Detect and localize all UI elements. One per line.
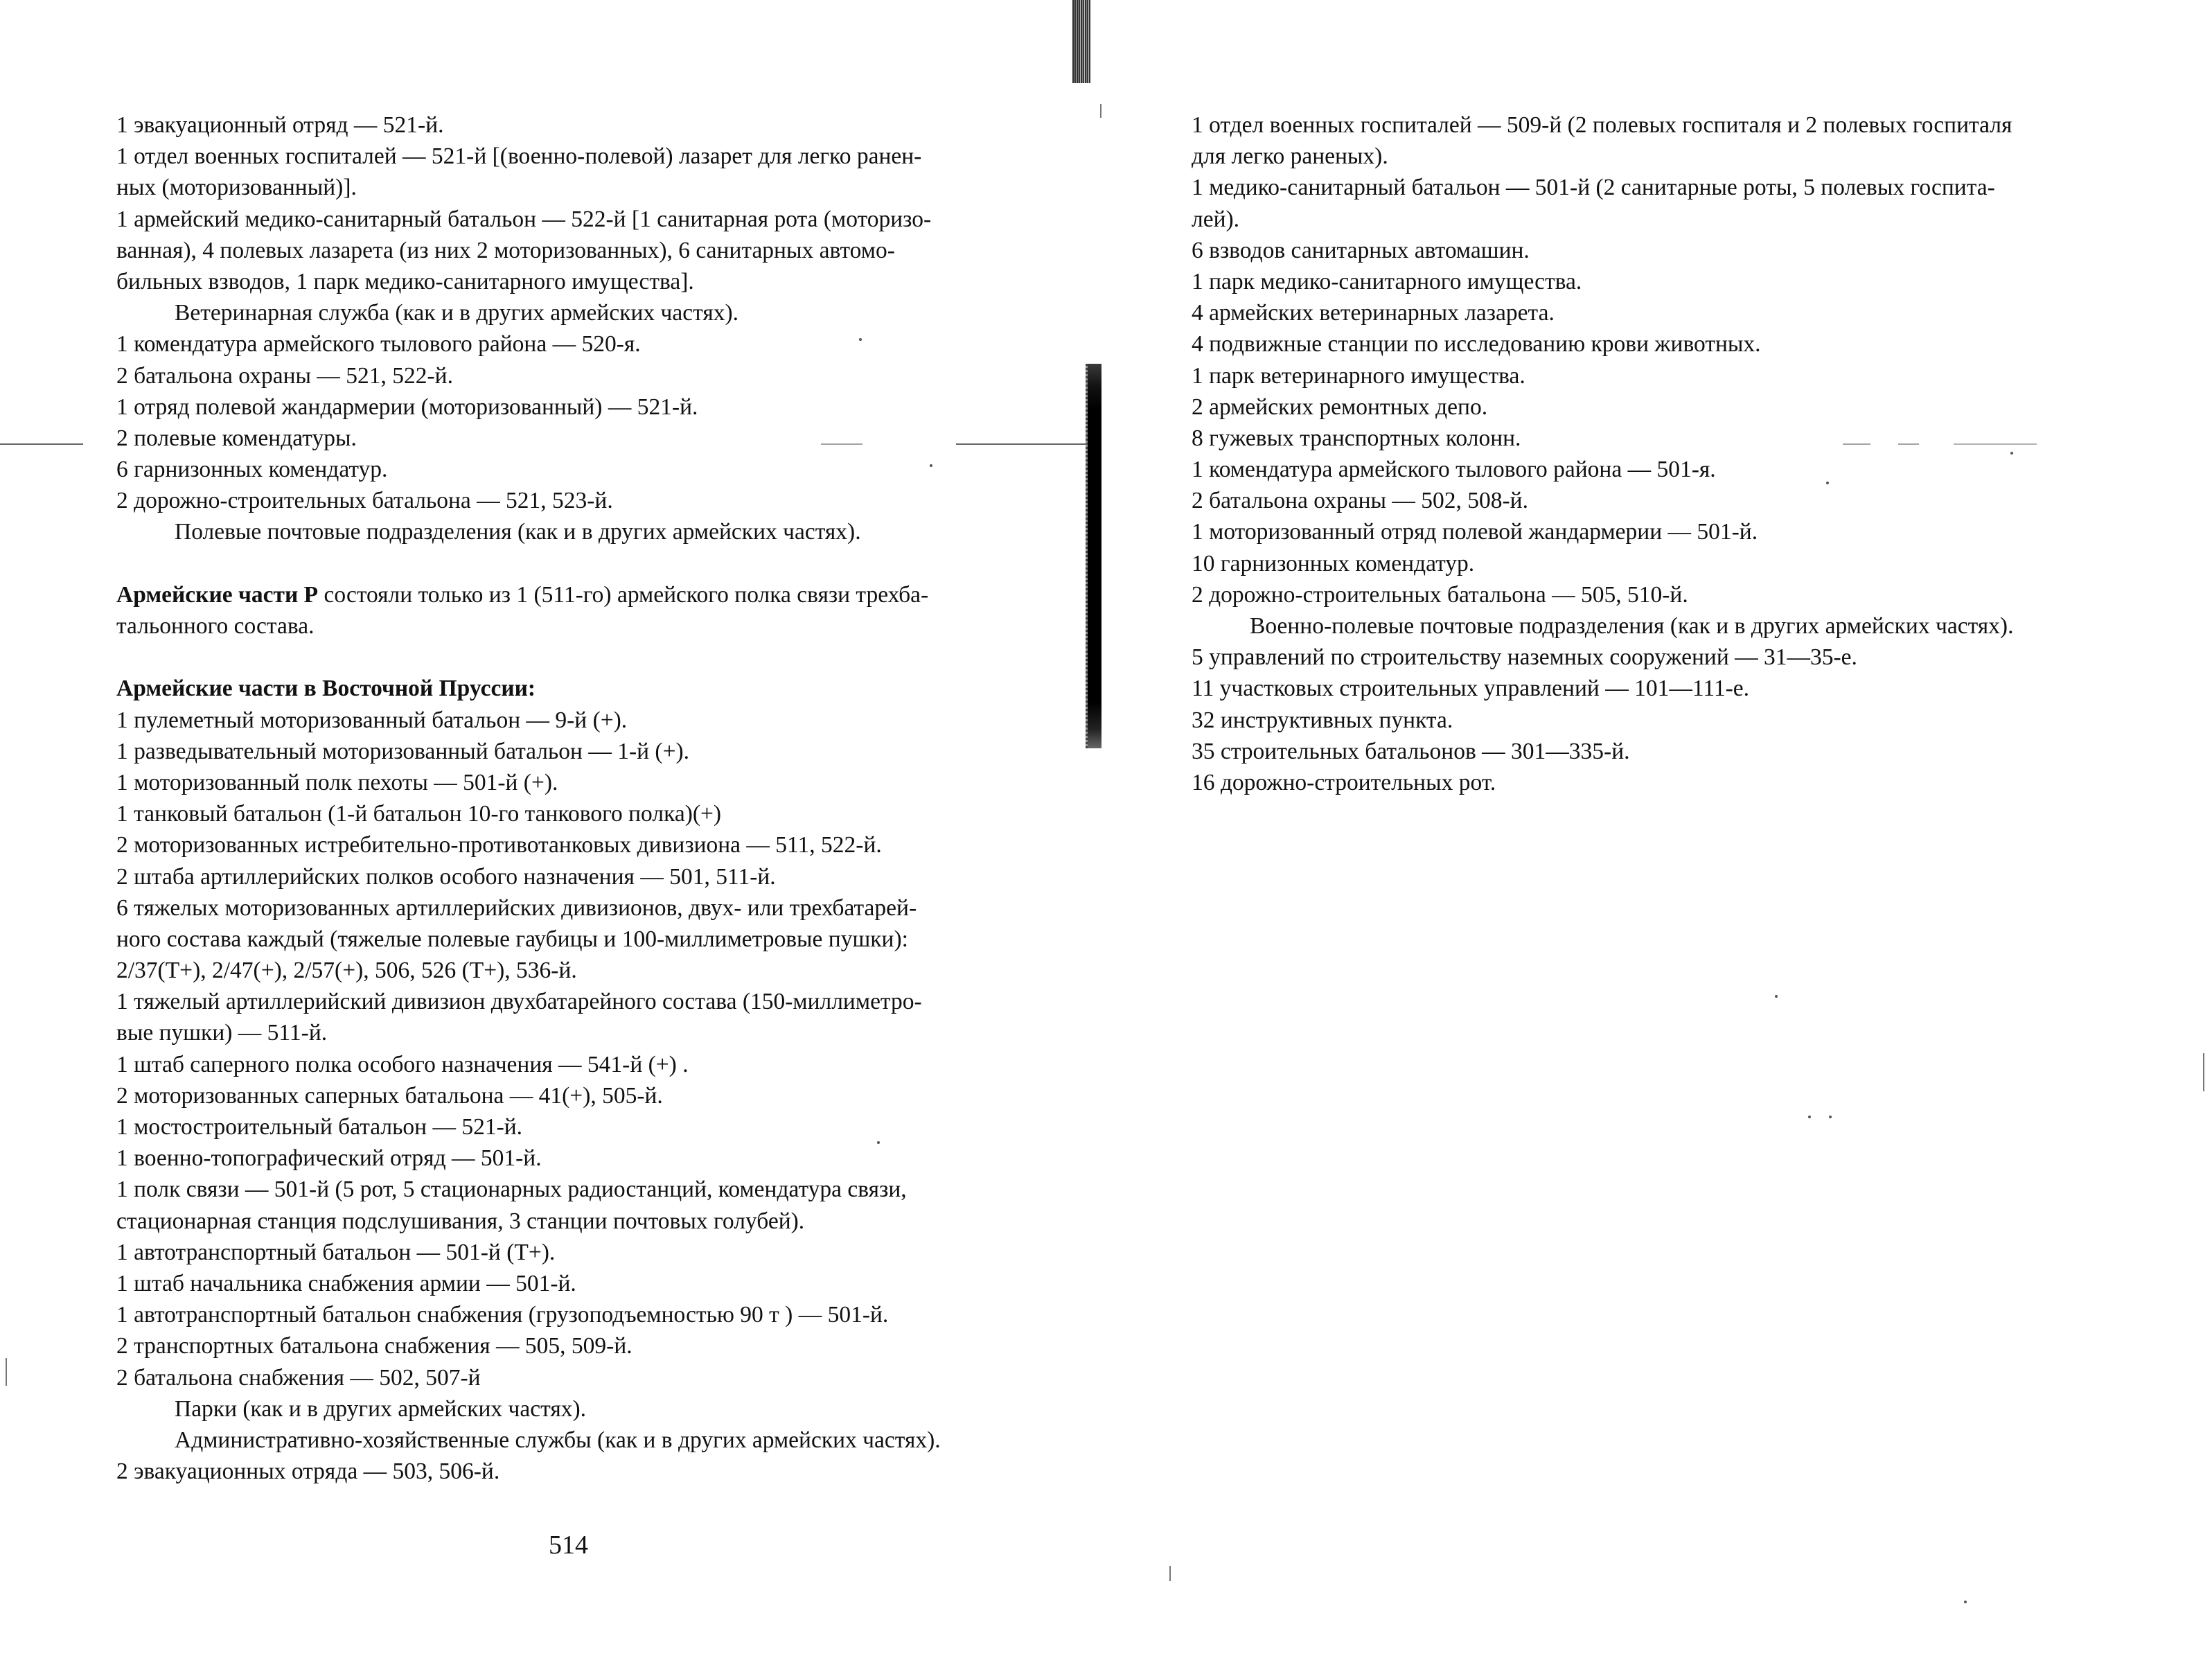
left-page-text <box>116 109 1031 1487</box>
text-line: 1 моторизованный отряд полевой жандармерии — 501-й. <box>1192 519 1758 545</box>
text-line: 2 дорожно-строительных батальона — 521, 523-й. <box>116 488 613 514</box>
text-line: стационарная станция подслушивания, 3 станции почтовых голубей). <box>116 1208 805 1234</box>
section-note: Военно-полевые почтовые подразделения (как и в других армейских частях). <box>1250 613 2014 639</box>
text-line: ных (моторизованный)]. <box>116 175 357 201</box>
text-line: 2 батальона охраны — 502, 508-й. <box>1192 488 1528 514</box>
text-line: вые пушки) — 511-й. <box>116 1020 328 1046</box>
text-line: 6 тяжелых моторизованных артиллерийских дивизионов, двух- или трехбатарей- <box>116 895 917 921</box>
text-line: 6 взводов санитарных автомашин. <box>1192 237 1530 263</box>
page-number: 514 <box>549 1531 588 1560</box>
text-line: 6 гарнизонных комендатур. <box>116 457 388 483</box>
text-line: 1 отдел военных госпиталей — 521-й [(военно-полевой) лазарет для легко ранен- <box>116 143 922 170</box>
text-line: 10 гарнизонных комендатур. <box>1192 550 1475 576</box>
text-line: 2 батальона охраны — 521, 522-й. <box>116 362 453 389</box>
text-line: 1 пулеметный моторизованный батальон — 9-й (+). <box>116 707 628 733</box>
text-line <box>116 579 1031 610</box>
scan-edge-mark <box>6 1358 7 1386</box>
text-line: 16 дорожно-строительных рот. <box>1192 769 1496 795</box>
text-run: состояли только из 1 (511-го) армейского полка связи трехба- <box>318 581 929 608</box>
scan-dash-line <box>956 443 1088 445</box>
scan-speck <box>1829 1116 1832 1118</box>
text-line: 1 медико-санитарный батальон — 501-й (2 санитарные роты, 5 полевых госпита- <box>1192 175 1995 201</box>
scan-dash-line <box>1843 443 1870 445</box>
section-heading: Армейские части в Восточной Пруссии: <box>116 676 536 702</box>
text-line: тальонного состава. <box>116 613 315 639</box>
scan-dash-line <box>1898 443 1919 445</box>
text-line: 1 армейский медико-санитарный батальон — 522-й [1 санитарная рота (моторизо- <box>116 206 932 232</box>
text-line: 2 полевые комендатуры. <box>116 425 357 451</box>
text-line: 1 отряд полевой жандармерии (моторизованный) — 521-й. <box>116 394 698 420</box>
scan-speck <box>2010 452 2013 455</box>
text-line: 1 полк связи — 501-й (5 рот, 5 стационарных радиостанций, комендатура связи, <box>116 1177 907 1203</box>
text-line: 1 эвакуационный отряд — 521-й. <box>116 112 444 138</box>
text-line: 5 управлений по строительству наземных сооружений — 31—35-е. <box>1192 644 1857 671</box>
section-note: Административно-хозяйственные службы (как и в других армейских частях). <box>175 1427 941 1453</box>
text-line: 1 моторизованный полк пехоты — 501-й (+). <box>116 769 558 795</box>
text-line: 2 армейских ремонтных депо. <box>1192 394 1488 420</box>
text-line: 1 комендатура армейского тылового района — 501-я. <box>1192 457 1716 483</box>
text-line: ванная), 4 полевых лазарета (из них 2 моторизованных), 6 санитарных автомо- <box>116 237 895 263</box>
text-line: 2 штаба артиллерийских полков особого назначения — 501, 511-й. <box>116 863 776 890</box>
text-line: 1 отдел военных госпиталей — 509-й (2 полевых госпиталя и 2 полевых госпиталя <box>1192 112 2012 138</box>
scan-black-bar <box>1088 364 1101 748</box>
text-line: лей). <box>1192 206 1240 232</box>
scan-speck <box>1964 1601 1967 1603</box>
text-line: для легко раненых). <box>1192 143 1388 170</box>
right-page <box>1088 0 2212 1674</box>
text-line: бильных взводов, 1 парк медико-санитарного имущества]. <box>116 268 694 294</box>
scan-dash-line <box>1954 443 2037 445</box>
text-line: 1 военно-топографический отряд — 501-й. <box>116 1145 542 1172</box>
scan-speck <box>877 1141 880 1144</box>
section-note: Ветеринарная служба (как и в других армейских частях). <box>175 300 739 326</box>
section-note: Парки (как и в других армейских частях). <box>175 1395 587 1422</box>
text-line: 2 эвакуационных отряда — 503, 506-й. <box>116 1459 500 1485</box>
scan-edge-mark <box>2203 1053 2204 1091</box>
text-line: 2 дорожно-строительных батальона — 505, 510-й. <box>1192 581 1688 608</box>
text-line: 1 автотранспортный батальон — 501-й (Т+). <box>116 1239 556 1265</box>
text-line: 4 армейских ветеринарных лазарета. <box>1192 300 1555 326</box>
section-heading: Армейские части Р <box>116 581 319 608</box>
scan-speck <box>930 464 932 467</box>
text-line: 4 подвижные станции по исследованию крови животных. <box>1192 331 1761 358</box>
blank-line <box>116 548 1031 579</box>
scan-speck <box>859 338 862 341</box>
text-line: 1 разведывательный моторизованный батальон — 1-й (+). <box>116 738 689 764</box>
text-line: 1 автотранспортный батальон снабжения (грузоподъемностью 90 т ) — 501-й. <box>116 1302 889 1328</box>
text-line: 1 танковый батальон (1-й батальон 10-го танкового полка)(+) <box>116 801 722 827</box>
text-line: 1 мостостроительный батальон — 521-й. <box>116 1114 523 1140</box>
blank-line <box>116 642 1031 673</box>
scan-speck <box>1808 1116 1811 1118</box>
scan-dash-line <box>0 443 83 445</box>
section-note: Полевые почтовые подразделения (как и в других армейских частях). <box>175 519 861 545</box>
scan-speck <box>1826 482 1829 484</box>
text-line: 2 моторизованных истребительно-противотанковых дивизиона — 511, 522-й. <box>116 832 882 858</box>
text-line: ного состава каждый (тяжелые полевые гаубицы и 100-миллиметровые пушки): <box>116 926 908 952</box>
scan-spine-shadow <box>1072 0 1090 83</box>
text-line: 1 тяжелый артиллерийский дивизион двухбатарейного состава (150-миллиметро- <box>116 989 922 1015</box>
text-line: 11 участковых строительных управлений — 101—111-е. <box>1192 676 1749 702</box>
text-line: 1 штаб саперного полка особого назначения — 541-й (+) . <box>116 1051 689 1077</box>
text-line: 2 моторизованных саперных батальона — 41(+), 505-й. <box>116 1082 663 1109</box>
scan-edge-mark <box>1100 104 1101 118</box>
text-line: 2 транспортных батальона снабжения — 505, 509-й. <box>116 1333 632 1359</box>
text-line: 1 штаб начальника снабжения армии — 501-й. <box>116 1270 576 1296</box>
scan-speck <box>1775 995 1778 998</box>
text-line: 32 инструктивных пункта. <box>1192 707 1453 733</box>
text-line: 1 комендатура армейского тылового района — 520-я. <box>116 331 641 358</box>
scan-edge-mark <box>1169 1566 1171 1581</box>
left-page <box>0 0 1088 1674</box>
text-line: 2 батальона снабжения — 502, 507-й <box>116 1364 481 1391</box>
text-line: 2/37(Т+), 2/47(+), 2/57(+), 506, 526 (Т+), 536-й. <box>116 958 577 984</box>
text-line: 35 строительных батальонов — 301—335-й. <box>1192 738 1630 764</box>
text-line: 8 гужевых транспортных колонн. <box>1192 425 1521 451</box>
text-line: 1 парк медико-санитарного имущества. <box>1192 268 1582 294</box>
scan-dash-line <box>821 443 862 445</box>
text-line: 1 парк ветеринарного имущества. <box>1192 362 1525 389</box>
